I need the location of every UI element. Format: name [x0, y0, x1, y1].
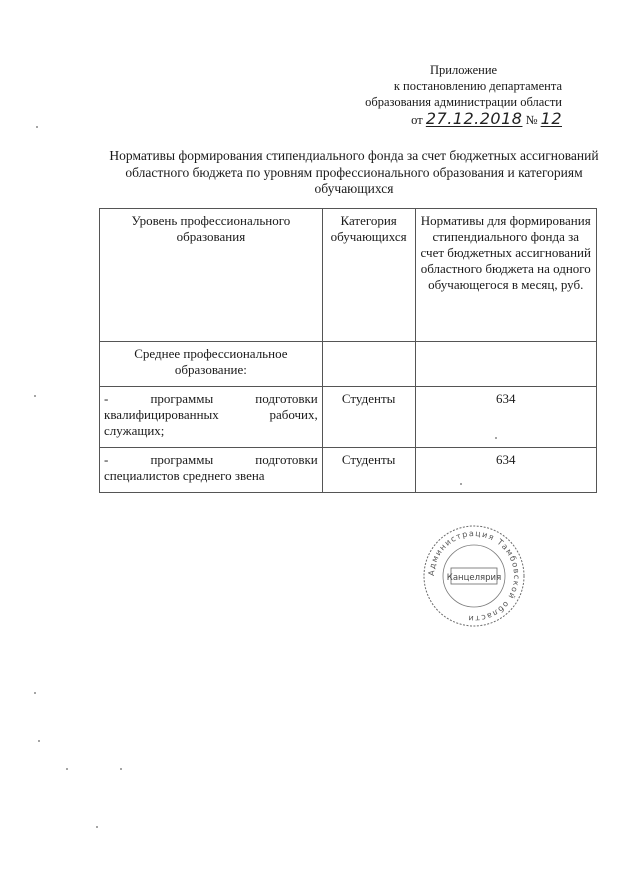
- table-section-row: [100, 342, 597, 387]
- official-stamp: [420, 522, 528, 630]
- section-empty-cell: [415, 342, 597, 387]
- number-prefix: №: [525, 113, 538, 127]
- table-header-row: [100, 209, 597, 342]
- stamp-seal-graphic: [420, 522, 528, 630]
- category-cell: Студенты: [322, 387, 415, 448]
- norm-cell: 634: [415, 448, 597, 493]
- appendix-heading: Приложение: [430, 63, 498, 77]
- program-cell: - программы подготовки квалифицированных рабочих, служащих;: [100, 387, 323, 448]
- scan-speck: [34, 395, 36, 397]
- scan-speck: [495, 437, 497, 439]
- scan-speck: [66, 768, 68, 770]
- section-label: Среднее профессиональное образование:: [100, 342, 323, 387]
- scan-speck: [460, 483, 462, 485]
- handwritten-number: 12: [540, 109, 562, 128]
- scan-speck: [96, 826, 98, 828]
- scan-speck: [38, 740, 40, 742]
- header-category: Категория обучающихся: [322, 209, 415, 342]
- table-row: [100, 448, 597, 493]
- appendix-date-line: [365, 111, 562, 128]
- section-empty-cell: [322, 342, 415, 387]
- table-row: [100, 387, 597, 448]
- program-cell: - программы подготовки специалистов среднего звена: [100, 448, 323, 493]
- handwritten-date: 27.12.2018: [425, 109, 523, 128]
- document-title: Нормативы формирования стипендиального фонда за счет бюджетных ассигнований областного бюджета по уровням профессионального образования и категориям обучающихся: [109, 148, 599, 196]
- scan-speck: [120, 768, 122, 770]
- header-norm: Нормативы для формирования стипендиального фонда за счет бюджетных ассигнований областного бюджета на одного обучающегося в месяц, руб.: [415, 209, 597, 342]
- appendix-block: [365, 62, 562, 128]
- stamp-center-text: Канцелярия: [446, 573, 502, 583]
- norm-cell: 634: [415, 387, 597, 448]
- scan-speck: [36, 126, 38, 128]
- category-cell: Студенты: [322, 448, 415, 493]
- norms-table: [99, 208, 597, 493]
- appendix-line-resolution: к постановлению департамента: [393, 79, 562, 93]
- date-prefix: от: [411, 113, 423, 127]
- header-level: Уровень профессионального образования: [100, 209, 323, 342]
- appendix-line-department: образования администрации области: [365, 95, 562, 109]
- scan-speck: [34, 692, 36, 694]
- stamp-ring-text: Администрация Тамбовской области: [426, 528, 522, 624]
